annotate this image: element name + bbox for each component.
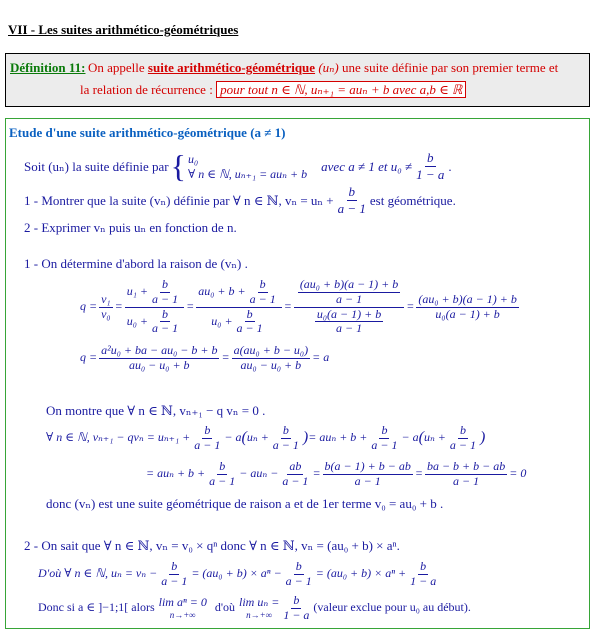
definition-term-symbol: (uₙ) [318, 60, 339, 75]
l4-line: = auₙ + b + $\frac{b}{a - 1}$ − auₙ − $\frac{ab}{a - 1}$ = $\frac{b(a - 1) + b - ab}{a - 1}$ = $\frac{ba - b + b - ab}{a - 1}$ = 0 [146, 459, 527, 488]
r3-den-a: u₀ + [211, 313, 233, 328]
definition-label: Définition 11: [10, 60, 86, 75]
b: b [282, 423, 289, 437]
q-derivation-line: q = $\frac{\text{v₁}}{\text{v₀}}$ = u₁ + $\frac{b}{a - 1}$ u₀ + $\frac{b}{a - 1}$ = au₀ + b + $\frac{b}{a - 1}$ u₀ + $\frac{b}{a - 1}$ = $\frac{\frac{\text{(au₀ + b)(a − 1) + b}}{a - 1}}{\frac{\text{u₀(a − 1) + b}}{a - 1}}$ = $\frac{\text{(au₀ + b)(a − 1) + b}}{\text{u₀(a − 1) + b}}$ [80, 277, 517, 336]
r5-num: (au₀ + b)(a − 1) + b [418, 291, 517, 306]
lim-sub: n→+∞ [169, 610, 196, 621]
l4-a: = auₙ + b + [146, 466, 206, 481]
soit-text: Soit (uₙ) la suite définie par [24, 158, 169, 174]
part2-line-2 [38, 560, 440, 589]
a-minus-1: a − 1 [152, 321, 179, 336]
a-minus-1: a − 1 [282, 473, 309, 488]
part2-line-1: 2 - On sait que ∀ n ∈ ℕ, vₙ = v₀ × qⁿ donc ∀ n ∈ ℕ, vₙ = (au₀ + b) × aⁿ. [24, 538, 400, 553]
condition-num: b [427, 150, 434, 165]
r2-den-a: u₀ + [126, 313, 148, 328]
p2-l2-b: = (au₀ + b) × aⁿ − [191, 566, 282, 581]
p2-l2-c: = (au₀ + b) × aⁿ + [315, 566, 407, 581]
a-minus-1: a − 1 [209, 473, 236, 488]
one-minus-a: 1 − a [283, 607, 310, 622]
l3-c: uₙ + [246, 430, 269, 445]
b: b [293, 593, 300, 607]
r4-den: u₀(a − 1) + b [316, 306, 382, 321]
l2-den: au₀ − u₀ + b [129, 357, 190, 372]
l2-fraction [99, 344, 219, 373]
part1-intro: 1 - On détermine d'abord la raison de (vₙ) . [24, 256, 248, 271]
a-minus-1: a − 1 [371, 437, 398, 452]
q-lhs-2: q = [80, 350, 98, 365]
definition-line-2 [80, 82, 466, 98]
a-minus-1: a − 1 [161, 573, 188, 588]
b: b [295, 559, 302, 573]
l3-c-2: uₙ + [423, 430, 446, 445]
condition-den: 1 − a [416, 167, 445, 182]
definition-rest: une suite définie par son premier terme et [342, 60, 559, 75]
definition-term: suite arithmético-géométrique [147, 60, 316, 75]
q1-den: a − 1 [337, 201, 366, 216]
l4-end: = 0 [509, 466, 527, 481]
l2-mid-fraction [232, 344, 311, 373]
b: b [459, 423, 466, 437]
b: b [204, 423, 211, 437]
l3-line: ∀ n ∈ ℕ, vₙ₊₁ − qvₙ = uₙ₊₁ + $\frac{b}{a - 1}$ − a ( uₙ + $\frac{b}{a - 1}$ ) = auₙ + b + $\frac{b}{a - 1}$ − a ( uₙ + $\frac{b}{a - 1}$ ) [46, 423, 486, 452]
a-minus-1: a − 1 [354, 473, 381, 488]
a-minus-1: a − 1 [194, 437, 221, 452]
condition-fraction [414, 150, 446, 183]
a-minus-1: a − 1 [249, 291, 276, 306]
question-1-fraction [336, 184, 368, 217]
study-title: Etude d'une suite arithmético-géométrique (a ≠ 1) [9, 125, 286, 140]
question-2: 2 - Exprimer vₙ puis uₙ en fonction de n. [24, 220, 237, 235]
definition-formula-box: pour tout n ∈ ℕ, uₙ₊₁ = auₙ + b avec a,b ∈ ℝ [216, 81, 466, 98]
donc-line: donc (vₙ) est une suite géométrique de raison a et de 1er terme v₀ = au₀ + b . [46, 496, 444, 511]
r4-num-den: a − 1 [335, 291, 363, 306]
p2-l3-a: Donc si a ∈ ]−1;1[ alors [38, 600, 155, 615]
a-minus-1: a − 1 [236, 321, 263, 336]
lim-a-n: lim aⁿ = 0 [158, 595, 207, 610]
b: b [162, 277, 169, 291]
ratio-3 [196, 278, 281, 336]
r3-num-a: au₀ + b + [198, 284, 246, 299]
l4-b: − auₙ − [239, 466, 279, 481]
p2-l2-a: D'où ∀ n ∈ ℕ, uₙ = vₙ − [38, 566, 158, 581]
l3-b: − a [224, 430, 242, 445]
a-minus-1: a − 1 [152, 291, 179, 306]
study-soit-line: Soit (uₙ) la suite définie par { u₀ ∀ n ∈ ℕ, uₙ₊₁ = auₙ + b avec a ≠ 1 et u₀ ≠ $\frac{b}{1 - a}$ . [24, 148, 452, 184]
l3-b-2: − a [401, 430, 419, 445]
ratio-2 [125, 278, 184, 336]
r5-den: u₀(a − 1) + b [435, 306, 500, 321]
definition-line-1 [88, 60, 558, 76]
on-montre-line: On montre que ∀ n ∈ ℕ, vₙ₊₁ − q vₙ = 0 . [46, 403, 266, 418]
b: b [219, 459, 226, 473]
ratio-v1-v0 [99, 293, 113, 322]
v1: v₁ [101, 291, 111, 306]
b: b [162, 306, 169, 321]
system-bottom: ∀ n ∈ ℕ, uₙ₊₁ = auₙ + b [187, 166, 308, 181]
a-minus-1: a − 1 [449, 437, 477, 452]
chapter-title: VII - Les suites arithmético-géométriques [8, 22, 239, 37]
v0: v₀ [101, 306, 111, 321]
ratio-5 [416, 293, 518, 322]
brace-icon: { [170, 148, 186, 184]
a-minus-1: a − 1 [453, 473, 480, 488]
b: b [171, 559, 178, 573]
b: b [259, 277, 266, 291]
l3-a: ∀ n ∈ ℕ, vₙ₊₁ − qvₙ = uₙ₊₁ + [46, 430, 191, 445]
question-1-text: 1 - Montrer que la suite (vₙ) définie par ∀ n ∈ ℕ, vₙ = uₙ + [24, 192, 334, 208]
system [188, 152, 307, 182]
l2-end: = a [312, 350, 330, 365]
definition-intro: On appelle [88, 60, 145, 75]
r4-den-den: a − 1 [335, 321, 363, 336]
b: b [246, 306, 253, 321]
l2-mid-num: a(au₀ + b − u₀) [233, 343, 309, 357]
b: b [420, 559, 427, 573]
part2-line-3 [38, 594, 471, 623]
l4-num2: b(a − 1) + b − ab [324, 459, 411, 473]
p2-l3-b: d'où [214, 600, 236, 615]
lim-sub-2: n→+∞ [246, 610, 273, 621]
system-top: u₀ [187, 151, 199, 166]
q-derivation-line-2: q = $\frac{\text{a²u₀ + ba − au₀ − b + b}}{\text{au₀ − u₀ + b}}$ = $\frac{\text{a(au₀ + b − u₀)}}{\text{au₀ − u₀ + b}}$ = a [80, 343, 330, 372]
r4-num: (au₀ + b)(a − 1) + b [299, 277, 399, 291]
one-minus-a: 1 − a [410, 573, 437, 588]
q-lhs: q = [80, 299, 98, 314]
question-1 [24, 184, 456, 217]
question-1-end: est géométrique. [369, 192, 456, 208]
l4-num3: ba − b + b − ab [426, 459, 506, 473]
a-minus-1: a − 1 [285, 573, 312, 588]
ab: ab [289, 459, 302, 473]
lim-u-n: lim uₙ = [239, 595, 280, 610]
condition-text: avec a ≠ 1 et u₀ ≠ [321, 158, 413, 174]
l3-d: = auₙ + b + [308, 430, 368, 445]
definition-recurrence-label: la relation de récurrence : [80, 82, 213, 97]
b: b [381, 423, 388, 437]
l2-mid-den: au₀ − u₀ + b [240, 357, 302, 372]
q1-num: b [348, 184, 356, 199]
l2-num: a²u₀ + ba − au₀ − b + b [101, 343, 218, 357]
a-minus-1: a − 1 [272, 437, 299, 452]
p2-l3-c: (valeur exclue pour u₀ au début). [313, 600, 471, 615]
r2-num-a: u₁ + [126, 284, 148, 299]
ratio-4 [294, 278, 404, 336]
